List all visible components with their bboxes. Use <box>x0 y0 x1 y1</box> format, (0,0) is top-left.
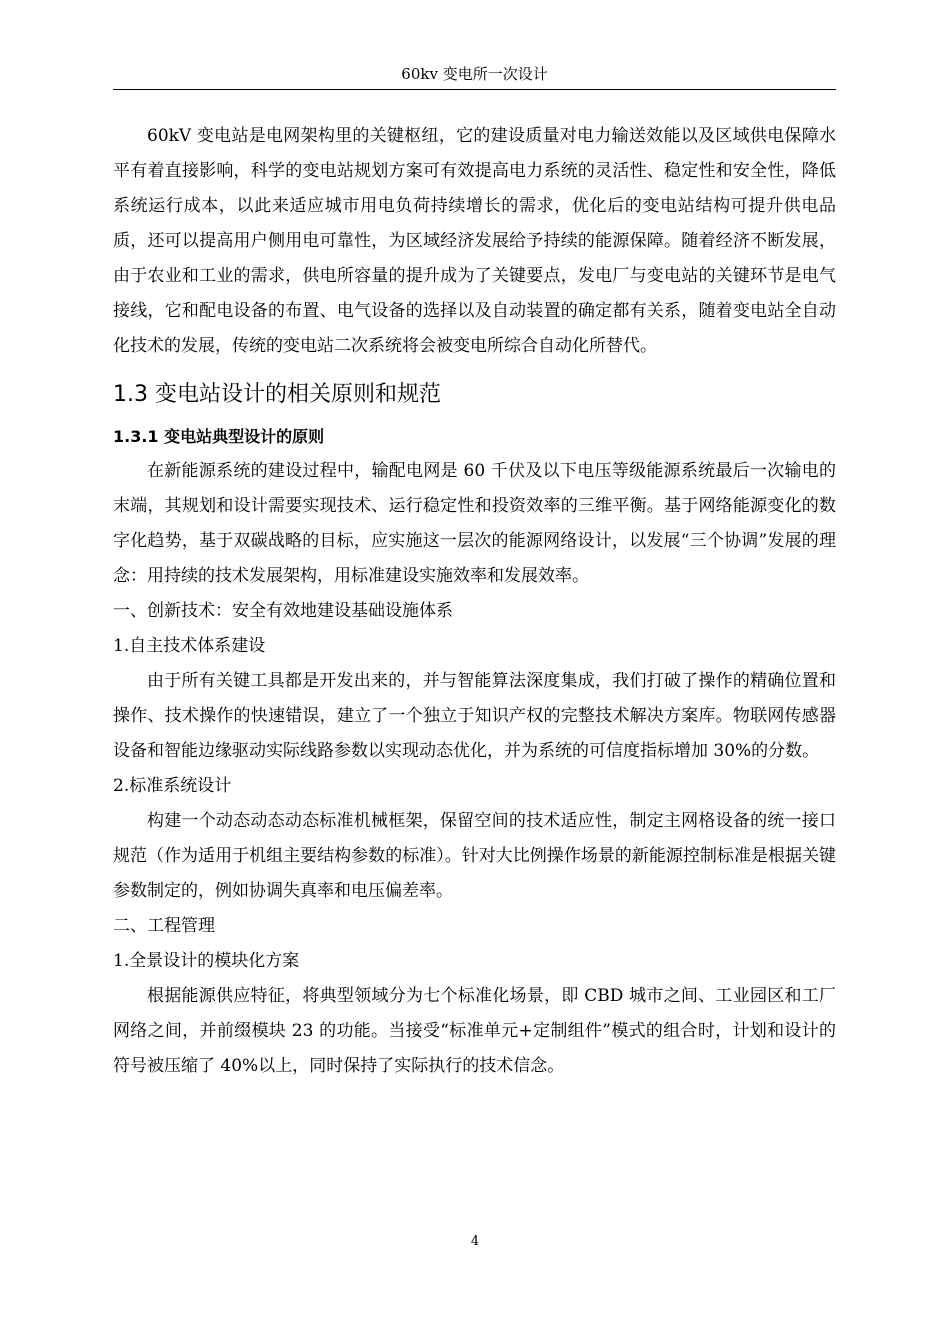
item-heading-engineering: 二、工程管理 <box>113 916 215 936</box>
item-heading-standard-system: 2.标准系统设计 <box>113 776 232 796</box>
item-paragraph-standard-system: 构建一个动态动态动态标准机械框架，保留空间的技术适应性，制定主网格设备的统一接口规范（作为适用于机组主要结构参数的标准）。针对大比例操作场景的新能源控制标准是根据关键参数制定的，例如协调失真率和电压偏差率。 <box>113 811 836 901</box>
section-heading: 1.3 变电站设计的相关原则和规范 <box>113 382 441 407</box>
intro-paragraph: 60kV 变电站是电网架构里的关键枢纽，它的建设质量对电力输送效能以及区域供电保障水平有着直接影响，科学的变电站规划方案可有效提高电力系统的灵活性、稳定性和安全性，降低系统运行成本，以此来适应城市用电负荷持续增长的需求，优化后的变电站结构可提升供电品质，还可以提高用户侧用电可靠性，为区域经济发展给予持续的能源保障。随着经济不断发展，由于农业和工业的需求，供电所容量的提升成为了关键要点，发电厂与变电站的关键环节是电气接线，它和配电设备的布置、电气设备的选择以及自动装置的确定都有关系，随着变电站全自动化技术的发展，传统的变电站二次系统将会被变电所综合自动化所替代。 <box>113 126 836 356</box>
section-paragraph: 在新能源系统的建设过程中，输配电网是 60 千伏及以下电压等级能源系统最后一次输电的末端，其规划和设计需要实现技术、运行稳定性和投资效率的三维平衡。基于网络能源变化的数字化趋势，基于双碳战略的目标，应实施这一层次的能源网络设计，以发展“三个协调”发展的理念：用持续的技术发展架构，用标准建设实施效率和发展效率。 <box>113 461 836 586</box>
subsection-heading: 1.3.1 变电站典型设计的原则 <box>113 427 325 446</box>
header-divider <box>113 89 836 90</box>
page-header: 60kv 变电所一次设计 <box>401 65 548 83</box>
item-heading-autonomous-tech: 1.自主技术体系建设 <box>113 636 266 656</box>
item-heading-modular-design: 1.全景设计的模块化方案 <box>113 951 300 971</box>
item-paragraph-autonomous-tech: 由于所有关键工具都是开发出来的，并与智能算法深度集成，我们打破了操作的精确位置和操作、技术操作的快速错误，建立了一个独立于知识产权的完整技术解决方案库。物联网传感器设备和智能边缘驱动实际线路参数以实现动态优化，并为系统的可信度指标增加 30%的分数。 <box>113 671 836 761</box>
page-number: 4 <box>470 1234 480 1249</box>
item-heading-innovation: 一、创新技术：安全有效地建设基础设施体系 <box>113 601 453 621</box>
document-body <box>113 119 836 1084</box>
item-paragraph-modular-design: 根据能源供应特征，将典型领域分为七个标准化场景，即 CBD 城市之间、工业园区和工厂网络之间，并前缀模块 23 的功能。当接受“标准单元+定制组件”模式的组合时，计划和设计的符号被压缩了 40%以上，同时保持了实际执行的技术信念。 <box>113 986 836 1076</box>
